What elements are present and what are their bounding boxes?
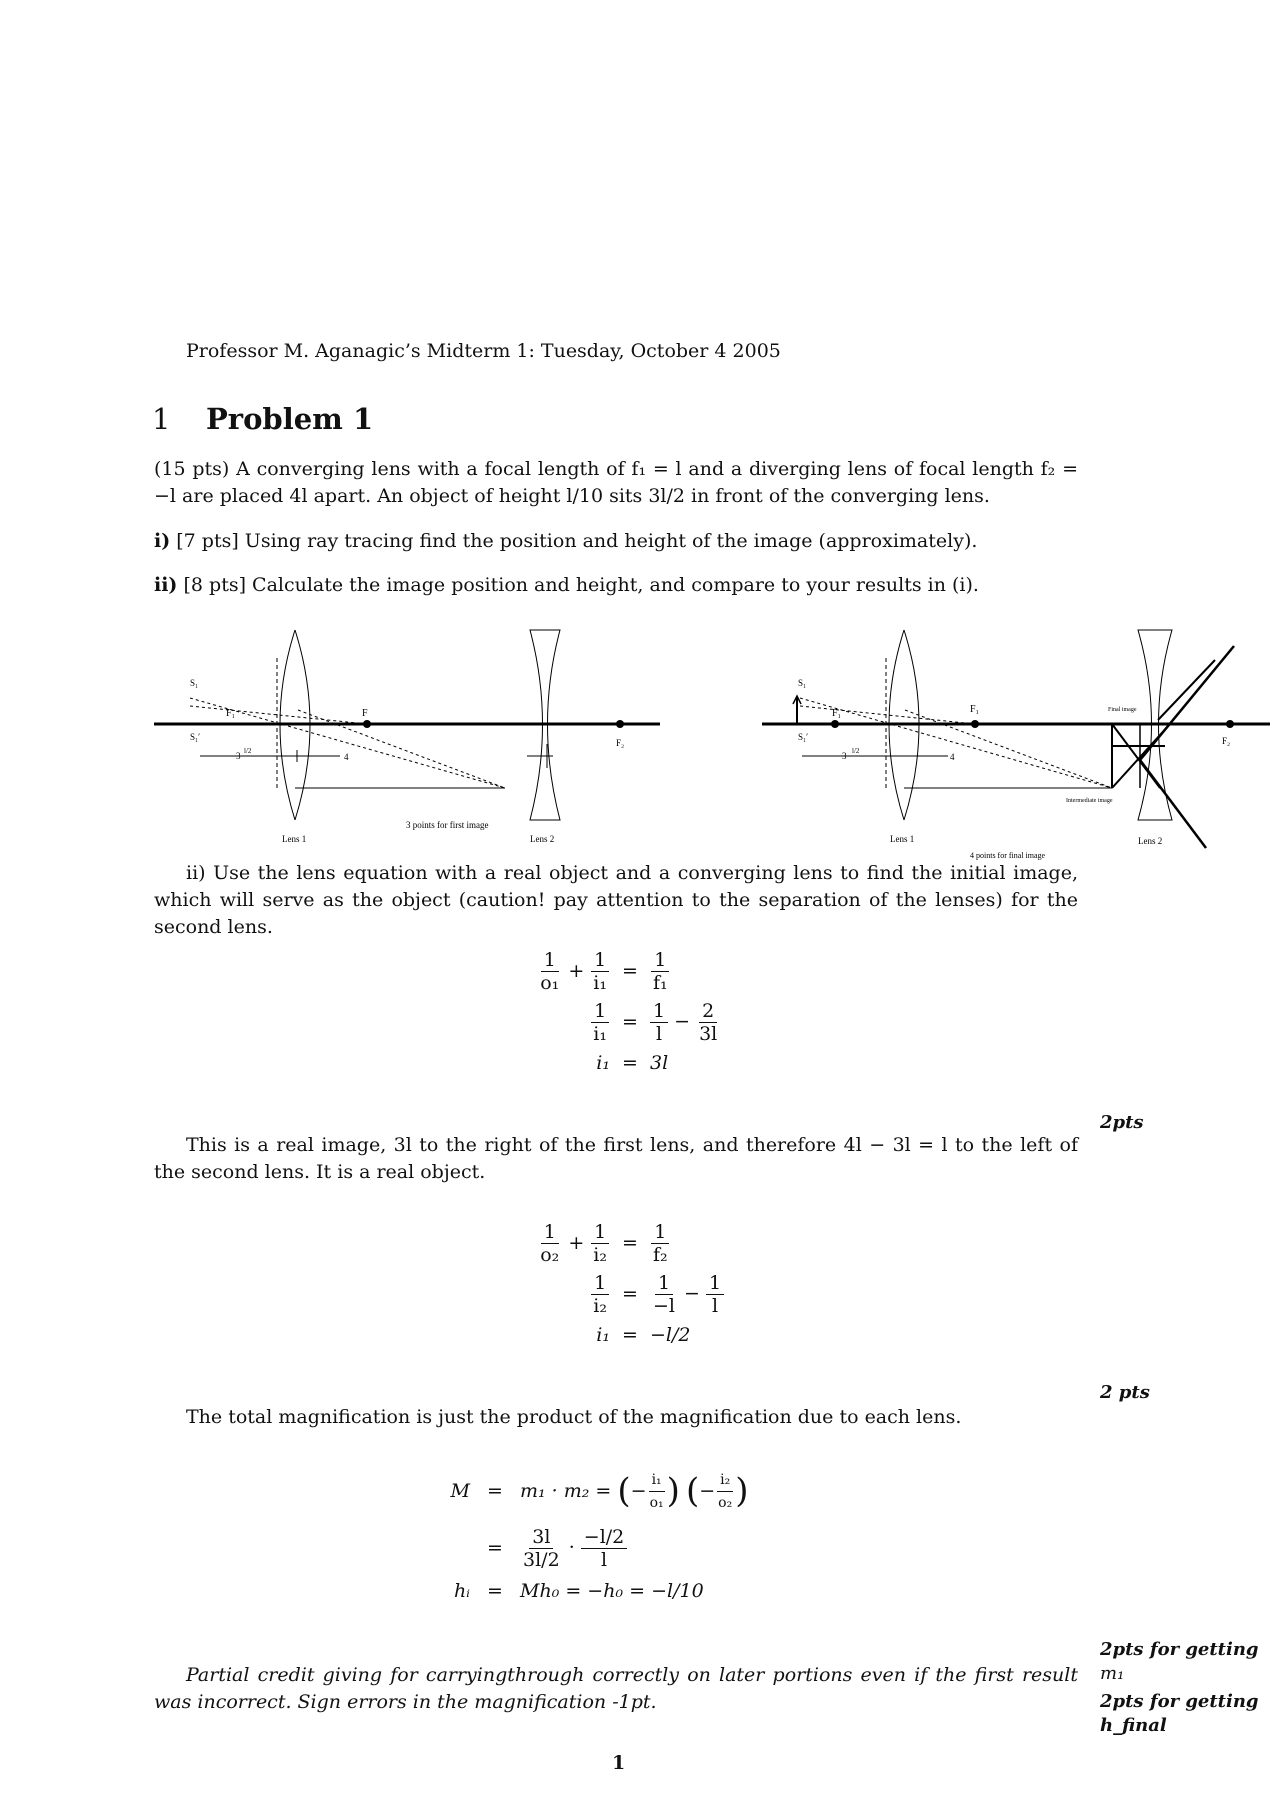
grading-note: Partial credit giving for carryingthrough correctly on later portions even if the first result was incorrect. Sign errors in the magnification -1pt. [154, 1664, 1078, 1713]
eq3-f2-den: o₂ [718, 1494, 733, 1511]
part-ii-text: [8 pts] Calculate the image position and height, and compare to your results in (i). [183, 574, 979, 596]
eq3-r2-b-num: −l/2 [581, 1526, 628, 1549]
eq1-rhs-num: 1 [651, 949, 669, 972]
eq2-r2-b-num: 1 [706, 1272, 724, 1295]
ray-out-mid [1158, 660, 1215, 720]
eq3-r1-lhs: M [450, 1480, 470, 1502]
equation-block-1: $\frac{1}{\text{o₁}}$ + $\frac{1}{\text{i₁}}$ = $\frac{1}{\text{f₁}}$ $\frac{1}{\text{i₁}}$ = $\frac{1}{l}$ − $\frac{2}{3l}$ i₁ = 3l [510, 946, 770, 1078]
eq1-b-num: 1 [591, 949, 609, 972]
eq3-r3-lhs: hᵢ [453, 1580, 470, 1602]
eq1-r2-a-num: 1 [650, 1000, 668, 1023]
equation-block-2: $\frac{1}{\text{o₂}}$ + $\frac{1}{\text{i₂}}$ = $\frac{1}{\text{f₂}}$ $\frac{1}{\text{i₂}}$ = $\frac{1}{-l}$ − $\frac{1}{l}$ i₁ = −l/2 [510, 1218, 770, 1350]
equation-block-3: M = m₁ · m₂ = ( − $\frac{\text{i₁}}{\text{o₁}}$ ) ( − $\frac{\text{i₂}}{\text{o₂}}$ ) = $\frac{3l}{3l/2}$ · $\frac{-l/2}{l}$ hᵢ = Mh₀ = −h₀ = −l/10 [440, 1462, 860, 1606]
left-s1-top: S₁ [190, 678, 199, 688]
section-number: 1 [152, 402, 171, 436]
left-dim-l2: l/2 [244, 747, 252, 755]
margin-note-3b-line1: 2pts for getting [1100, 1691, 1259, 1712]
eq2-r2-a-den: −l [653, 1294, 675, 1317]
right-focal-f2 [1226, 720, 1234, 728]
margin-note-2: 2 pts [1100, 1382, 1150, 1403]
eq1-b-den: i₁ [593, 971, 607, 994]
margin-note-3b-line2: h_final [1100, 1715, 1167, 1736]
eq2-rhs-num: 1 [651, 1221, 669, 1244]
ray-out-bottom [1140, 760, 1206, 848]
ray-out-top [1140, 646, 1234, 760]
right-dim-3: 3 [842, 751, 847, 761]
left-dim-4: 4 [344, 752, 349, 762]
eq2-r2-l-num: 1 [591, 1272, 609, 1295]
left-lens2-label: Lens 2 [530, 834, 555, 844]
eq1-r2-b-den: 3l [699, 1022, 718, 1045]
eq3-f2-num: i₂ [717, 1469, 733, 1492]
intermediate-image-label: Intermediate image [1066, 798, 1113, 804]
eq3-f1-den: o₁ [649, 1494, 664, 1511]
eq3-r1-mid: m₁ · m₂ = [520, 1480, 612, 1502]
paragraph-real-image: This is a real image, 3l to the right of the first lens, and therefore 4l − 3l = l to the left of the second lens. It is a real object. [154, 1134, 1078, 1183]
eq2-a-num: 1 [541, 1221, 559, 1244]
eq1-r2-l-den: i₁ [593, 1022, 607, 1045]
page-header: Professor M. Aganagic’s Midterm 1: Tuesday, October 4 2005 [186, 340, 781, 362]
margin-note-3b [1100, 1690, 1259, 1738]
eq3-r3-rhs: Mh₀ = −h₀ = −l/10 [520, 1580, 704, 1602]
left-ray-diagram [154, 630, 660, 844]
eq3-r2-a-den: 3l/2 [523, 1548, 560, 1571]
left-dim-3: 3 [236, 751, 241, 761]
margin-note-3a-line1: 2pts for getting [1100, 1639, 1259, 1660]
left-lens1-label: Lens 1 [282, 834, 307, 844]
part-i [154, 528, 1078, 555]
right-s1-top: S₁ [798, 678, 807, 688]
part-ii [154, 572, 1078, 599]
right-ray-diagram [762, 630, 1270, 860]
part-ii-label: ii) [154, 574, 178, 596]
final-image-label: Final image [1108, 707, 1137, 713]
eq1-a-num: 1 [541, 949, 559, 972]
right-focal-f1 [831, 720, 839, 728]
right-f2-label: F₂ [1222, 736, 1231, 746]
eq2-r2-l-den: i₂ [593, 1294, 607, 1317]
eq1-r2-l-num: 1 [591, 1000, 609, 1023]
eq3-r2-b-den: l [600, 1548, 608, 1571]
eq3-r2-a-num: 3l [529, 1526, 553, 1549]
right-lens1-label: Lens 1 [890, 834, 915, 844]
eq2-r2-a-num: 1 [655, 1272, 673, 1295]
eq1-r3-rhs: 3l [650, 1052, 669, 1074]
problem-intro: (15 pts) A converging lens with a focal length of f₁ = l and a diverging lens of focal length f₂ = −l are placed 4l apart. An object of height l/10 sits 3l/2 in front of the converging lens. [154, 458, 1078, 507]
right-caption: 4 points for final image [970, 851, 1046, 860]
right-dim-l2: l/2 [852, 747, 860, 755]
left-s1-bottom: S₁′ [190, 732, 201, 742]
eq1-r2-a-den: l [656, 1022, 663, 1045]
eq2-r2-b-den: l [712, 1294, 719, 1317]
right-dim-4: 4 [950, 752, 955, 762]
eq2-rhs-den: f₂ [653, 1243, 668, 1266]
part-i-text: [7 pts] Using ray tracing find the position and height of the image (approximately). [176, 530, 978, 552]
eq1-r2-b-num: 2 [699, 1000, 717, 1023]
right-lens2-label: Lens 2 [1138, 836, 1163, 846]
left-f2-label: F₂ [616, 738, 625, 748]
eq2-r3-lhs: i₁ [596, 1324, 610, 1346]
margin-note-3a [1100, 1638, 1259, 1686]
margin-note-3a-line2: m₁ [1100, 1663, 1125, 1684]
part-ii-solution-text: ii) Use the lens equation with a real object and a converging lens to find the initial image, which will serve as the object (caution! pay attention to the separation of the lenses) for the second lens. [154, 862, 1078, 938]
paragraph-magnification: The total magnification is just the product of the magnification due to each lens. [186, 1406, 962, 1428]
right-f-label: F₁ [970, 704, 980, 715]
left-f1-label: F₁ [226, 708, 236, 719]
margin-note-1: 2pts [1100, 1112, 1144, 1133]
eq1-a-den: o₁ [540, 971, 560, 994]
eq2-b-den: i₂ [593, 1243, 607, 1266]
right-s1-bottom: S₁′ [798, 732, 809, 742]
page-number: 1 [612, 1752, 626, 1774]
eq3-f1-num: i₁ [649, 1469, 665, 1492]
eq2-r3-rhs: −l/2 [650, 1324, 691, 1346]
eq2-b-num: 1 [591, 1221, 609, 1244]
eq1-rhs-den: f₁ [653, 971, 668, 994]
part-i-label: i) [154, 530, 171, 552]
eq1-r3-lhs: i₁ [596, 1052, 610, 1074]
left-caption: 3 points for first image [406, 820, 489, 830]
focal-point-f2 [616, 720, 624, 728]
ray-diagrams [0, 620, 1280, 870]
right-f1-label: F₁ [832, 708, 842, 719]
section-title: Problem 1 [206, 402, 374, 436]
eq2-a-den: o₂ [540, 1243, 560, 1266]
left-f-label: F [362, 708, 368, 719]
